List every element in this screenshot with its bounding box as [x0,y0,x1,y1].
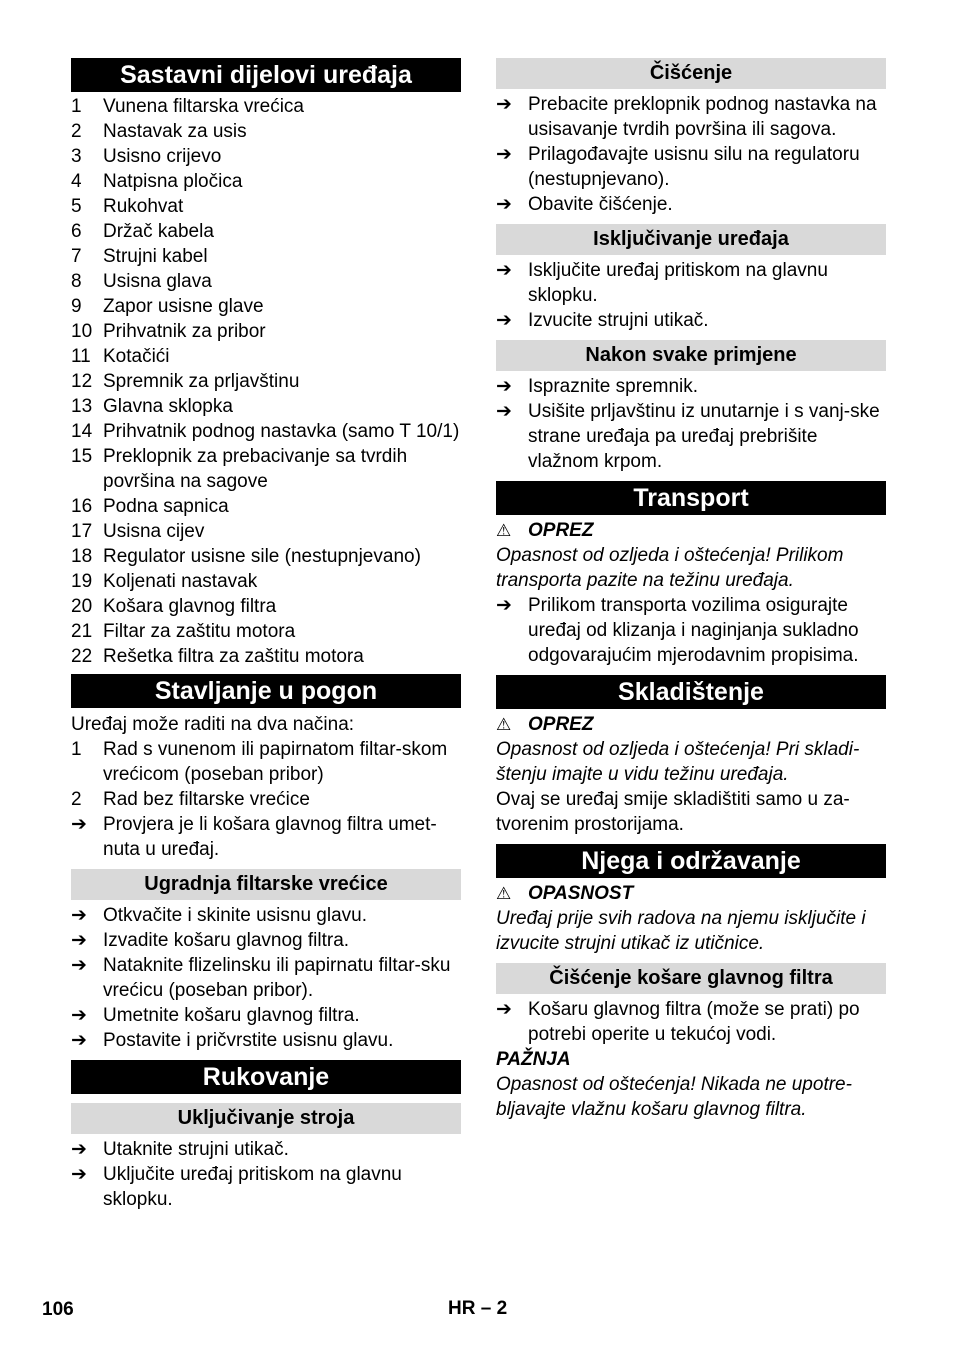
step-item: ➔ Izvucite strujni utikač. [496,310,709,331]
right-arrow-icon: ➔ [71,1164,87,1185]
list-item: 7 Strujni kabel [71,246,208,267]
list-item: 5 Rukohvat [71,196,184,217]
warning-label: ⚠ OPREZ [496,714,594,735]
step-item: ➔ Košaru glavnog filtra (može se prati) po potrebi operite u tekućoj vodi. [496,999,860,1045]
list-item: 18 Regulator usisne sile (nestupnjevano) [71,546,421,567]
list-item: 4 Natpisna pločica [71,171,243,192]
list-item: 2 Rad bez filtarske vrećice [71,789,310,810]
list-item: 12 Spremnik za prljavštinu [71,371,300,392]
step-item: ➔ Prilikom transporta vozilima osigurajte uređaj od klizanja i naginjanja sukladno odgovarajućim mjerodavnim propisima. [496,595,859,666]
right-arrow-icon: ➔ [496,401,512,422]
note-label: PAŽNJA [496,1049,571,1070]
page-number: 106 [42,1299,74,1320]
right-arrow-icon: ➔ [496,310,512,331]
step-item: ➔ Uključite uređaj pritiskom na glavnu sklopku. [71,1164,402,1210]
heading-components: Sastavni dijelovi uređaja [71,58,461,92]
list-item: 1 Rad s vunenom ili papirnatom filtar-skom vrećicom (poseban pribor) [71,739,448,785]
heading-operation: Rukovanje [71,1060,461,1094]
step-item: ➔ Obavite čišćenje. [496,194,673,215]
left-column [71,58,461,1212]
right-arrow-icon: ➔ [496,376,512,397]
warning-label: ⚠ OPREZ [496,520,594,541]
warning-triangle-icon: ⚠ [496,715,512,734]
list-item: 19 Koljenati nastavak [71,571,258,592]
heading-basket-cleaning: Čišćenje košare glavnog filtra [496,963,886,994]
note-text: Opasnost od oštećenja! Nikada ne upotre-bljavajte vlažnu košaru glavnog filtra. [496,1074,852,1120]
step-item: ➔ Usišite prljavštinu iz unutarnje i s vanj-ske strane uređaja pa uređaj prebrišite vlažnom krpom. [496,401,880,472]
heading-care: Njega i održavanje [496,844,886,878]
list-item: 11 Kotačići [71,346,170,367]
step-item: ➔ Prebacite preklopnik podnog nastavka na usisavanje tvrdih površina ili sagova. [496,94,877,140]
list-item: 6 Držač kabela [71,221,214,242]
step-item: ➔ Otkvačite i skinite usisnu glavu. [71,905,368,926]
right-arrow-icon: ➔ [496,595,512,616]
step-item: ➔ Provjera je li košara glavnog filtra umet-nuta u uređaj. [71,814,437,860]
step-item: ➔ Nataknite flizelinsku ili papirnatu filtar-sku vrećicu (poseban pribor). [71,955,451,1001]
right-arrow-icon: ➔ [496,194,512,215]
list-item: 13 Glavna sklopka [71,396,233,417]
right-arrow-icon: ➔ [71,905,87,926]
step-item: ➔ Umetnite košaru glavnog filtra. [71,1005,360,1026]
right-column [496,58,886,1122]
right-arrow-icon: ➔ [71,1139,87,1160]
step-item: ➔ Utaknite strujni utikač. [71,1139,289,1160]
step-item: ➔ Izvadite košaru glavnog filtra. [71,930,350,951]
warning-text: Opasnost od ozljeda i oštećenja! Pri skladi-štenju imajte u vidu težinu uređaja. [496,739,860,785]
list-item: 15 Preklopnik za prebacivanje sa tvrdih površina na sagove [71,446,408,492]
heading-cleaning: Čišćenje [496,58,886,89]
heading-after-use: Nakon svake primjene [496,340,886,371]
danger-text: Uređaj prije svih radova na njemu isključite i izvucite strujni utikač iz utičnice. [496,908,866,954]
list-item: 2 Nastavak za usis [71,121,247,142]
right-arrow-icon: ➔ [71,1030,87,1051]
step-item: ➔ Ispraznite spremnik. [496,376,699,397]
right-arrow-icon: ➔ [496,999,512,1020]
heading-switch-off: Isključivanje uređaja [496,224,886,255]
list-item: 14 Prihvatnik podnog nastavka (samo T 10/1) [71,421,460,442]
right-arrow-icon: ➔ [71,955,87,976]
heading-filter-bag: Ugradnja filtarske vrećice [71,869,461,900]
list-item: 17 Usisna cijev [71,521,205,542]
heading-startup: Stavljanje u pogon [71,674,461,708]
list-item: 16 Podna sapnica [71,496,229,517]
step-item: ➔ Isključite uređaj pritiskom na glavnu sklopku. [496,260,828,306]
step-item: ➔ Postavite i pričvrstite usisnu glavu. [71,1030,394,1051]
startup-intro: Uređaj može raditi na dva načina: [71,714,355,735]
heading-transport: Transport [496,481,886,515]
page-code: HR – 2 [448,1298,508,1319]
list-item: 1 Vunena filtarska vrećica [71,96,305,117]
list-item: 8 Usisna glava [71,271,212,292]
heading-storage: Skladištenje [496,675,886,709]
list-item: 22 Rešetka filtra za zaštitu motora [71,646,364,667]
right-arrow-icon: ➔ [496,260,512,281]
right-arrow-icon: ➔ [71,814,87,835]
warning-text: Opasnost od ozljeda i oštećenja! Prilikom transporta pazite na težinu uređaja. [496,545,844,591]
list-item: 21 Filtar za zaštitu motora [71,621,296,642]
right-arrow-icon: ➔ [496,144,512,165]
right-arrow-icon: ➔ [71,1005,87,1026]
list-item: 20 Košara glavnog filtra [71,596,277,617]
danger-label: ⚠ OPASNOST [496,883,634,904]
right-arrow-icon: ➔ [496,94,512,115]
step-item: ➔ Prilagođavajte usisnu silu na regulatoru (nestupnjevano). [496,144,860,190]
list-item: 3 Usisno crijevo [71,146,222,167]
right-arrow-icon: ➔ [71,930,87,951]
heading-switch-on: Uključivanje stroja [71,1103,461,1134]
warning-triangle-icon: ⚠ [496,884,512,903]
storage-text: Ovaj se uređaj smije skladištiti samo u za-tvorenim prostorijama. [496,789,850,835]
list-item: 10 Prihvatnik za pribor [71,321,266,342]
list-item: 9 Zapor usisne glave [71,296,264,317]
warning-triangle-icon: ⚠ [496,521,512,540]
